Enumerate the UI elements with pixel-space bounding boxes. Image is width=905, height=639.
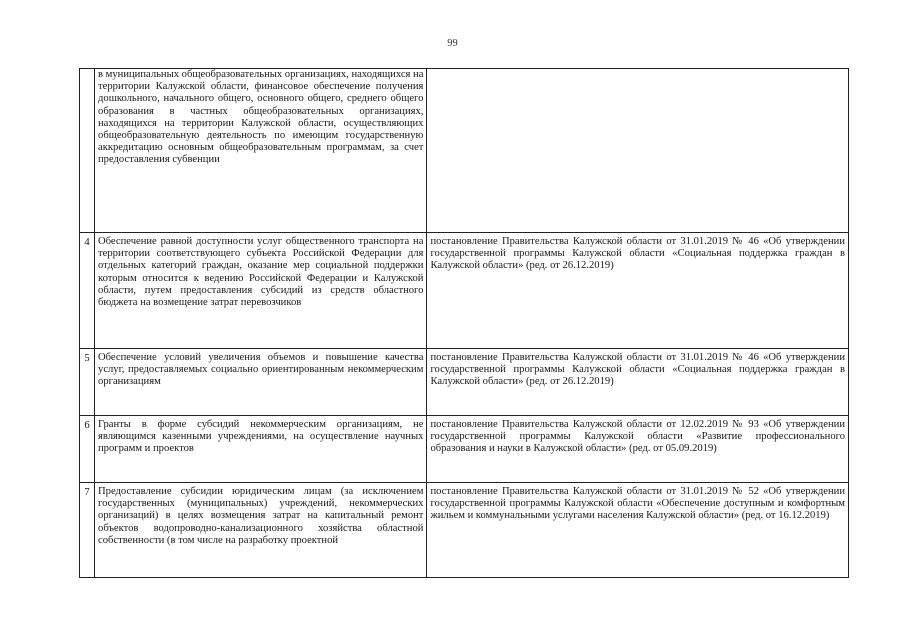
row-description (95, 416, 427, 483)
row-legal-act (427, 483, 849, 578)
table-row (80, 233, 849, 349)
description-text: Предоставление субсидии юридическим лицам (за исключением государственных (муниципальных) учреждений, некоммерческих организаций) в целях возмещения затрат на капитальный ремонт объектов водопроводно-канализационного хозяйства областной собственности (в том числе на разработку проектной (98, 486, 424, 546)
row-number: 5 (80, 349, 95, 416)
row-number (80, 69, 95, 233)
description-text: Обеспечение равной доступности услуг общественного транспорта на территории соответствующего субъекта Российской Федерации для отдельных категорий граждан, оказание мер социальной поддержки которым относится к ведению Российской Федерации и Калужской области, путем предоставления субсидий из средств областного бюджета на возмещение затрат перевозчиков (98, 236, 424, 309)
table-row (80, 349, 849, 416)
row-number: 4 (80, 233, 95, 349)
legal-act-text: постановление Правительства Калужской области от 31.01.2019 № 46 «Об утверждении государственной программы Калужской области «Социальная поддержка граждан в Калужской области» (ред. от 26.12.2019) (430, 236, 845, 272)
row-legal-act (427, 349, 849, 416)
table-row (80, 69, 849, 233)
description-text: Обеспечение условий увеличения объемов и повышение качества услуг, предоставляемых социально ориентированным некоммерческим организациям (98, 352, 424, 388)
row-description (95, 69, 427, 233)
row-legal-act (427, 416, 849, 483)
description-text: Гранты в форме субсидий некоммерческим организациям, не являющимся казенными учреждениями, на осуществление научных программ и проектов (98, 419, 424, 455)
row-description (95, 349, 427, 416)
row-description (95, 233, 427, 349)
description-text: в муниципальных общеобразовательных организациях, находящихся на территории Калужской области, финансовое обеспечение получения дошкольного, начального общего, основного общего, среднего общего образования в частных общеобразовательных организациях, находящихся на территории Калужской области, осуществляющих общеобразовательную деятельность по имеющим государственную аккредитацию основным общеобразовательным программам, за счет предоставления субвенции (98, 69, 424, 166)
document-table (79, 68, 849, 578)
row-description (95, 483, 427, 578)
row-number: 6 (80, 416, 95, 483)
table-row (80, 416, 849, 483)
legal-act-text: постановление Правительства Калужской области от 31.01.2019 № 52 «Об утверждении государственной программы Калужской области «Обеспечение доступным и комфортным жильем и коммунальными услугами населения Калужской области» (ред. от 16.12.2019) (430, 486, 845, 522)
legal-act-text: постановление Правительства Калужской области от 31.01.2019 № 46 «Об утверждении государственной программы Калужской области «Социальная поддержка граждан в Калужской области» (ред. от 26.12.2019) (430, 352, 845, 388)
legal-act-text: постановление Правительства Калужской области от 12.02.2019 № 93 «Об утверждении государственной программы Калужской области «Развитие профессионального образования и науки в Калужской области» (ред. от 05.09.2019) (430, 419, 845, 455)
table-row (80, 483, 849, 578)
row-number: 7 (80, 483, 95, 578)
row-legal-act (427, 233, 849, 349)
page-number: 99 (447, 38, 458, 49)
row-legal-act (427, 69, 849, 233)
